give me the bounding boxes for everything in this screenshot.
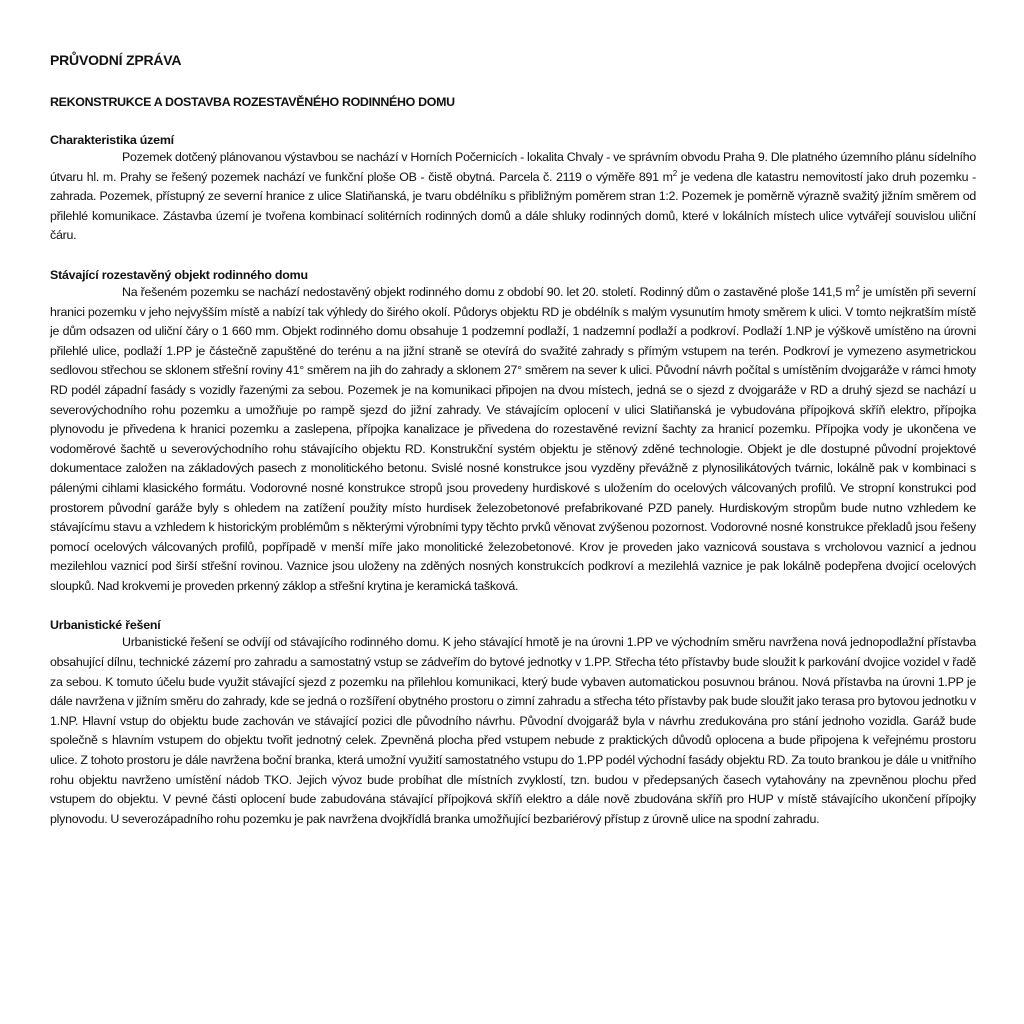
- section-site-characteristics: [50, 132, 976, 246]
- superscript: 2: [672, 168, 677, 178]
- paragraph-text: je vedena dle katastru nemovitostí jako druh pozemku - zahrada. Pozemek, přístupný ze severní hranice z ulice Slatiňanská, je tvaru obdélníku s přibližným poměrem stran 1:2. Pozemek je poměrně výrazně svažitý jižním směrem od přilehlé komunikace. Zástavba území je tvořena kombinací solitérních rodinných domů a dále shluky rodinných domů, které v lokálních místech ulice vytvářejí souvislou uliční čáru.: [50, 169, 976, 243]
- section-paragraph: [50, 633, 976, 829]
- section-existing-building: [50, 267, 976, 597]
- section-heading: Charakteristika území: [50, 133, 174, 147]
- paragraph-text: Pozemek dotčený plánovanou výstavbou se nachází v Horních Počernicích - lokalita Chvaly - ve správním obvodu Praha 9. Dle platného územního plánu sídelního útvaru hl. m. Prahy se řešený pozemek nachází ve funkční ploše OB - čistě obytná. Parcela č. 2119 o výměře 891 m: [50, 150, 976, 184]
- paragraph-text: Na řešeném pozemku se nachází nedostavěný objekt rodinného domu z období 90. let 20. století. Rodinný dům o zastavěné ploše 141,5 m: [122, 284, 856, 299]
- document-title: PRŮVODNÍ ZPRÁVA: [50, 52, 182, 68]
- paragraph-text: je umístěn při severní hranici pozemku v jeho nejvyšším místě a nabízí tak výhledy do širého okolí. Půdorys objektu RD je obdélník s malým vysunutím hmoty směrem k ulici. V tomto nejkratším místě je dům odsazen od uliční čáry o 1 660 mm. Objekt rodinného domu obsahuje 1 podzemní podlaží, 1 nadzemní podlaží a podkroví. Podlaží 1.NP je výškově umístěno na úrovni přilehlé ulice, podlaží 1.PP je částečně zapuštěné do terénu a na jižní straně se otevírá do svažité zahrady s přímým vstupem na terén. Podkroví je vymezeno asymetrickou sedlovou střechou se sklonem střešní roviny 41° směrem na jih do zahrady a sklonem 27° směrem na sever k ulici. Původní návrh počítal s umístěním dvojgaráže v rámci hmoty RD podél západní fasády s vozidly řazenými za sebou. Pozemek je na komunikaci připojen na dvou místech, jedná se o sjezd z dvojgaráže v RD a druhý sjezd se nachází u severovýchodního rohu pozemku a umožňuje po rampě sjezd do jižní zahrady. Ve stávajícím oplocení v ulici Slatiňanská je vybudována přípojková skříň elektro, přípojka plynovodu je přivedena k hranici pozemku a zaslepena, přípojka kanalizace je přivedena do rozestavěné revizní šachty za hranicí pozemku. Přípojka vody je ukončena ve vodoměrové šachtě u severovýchodního rohu stávajícího objektu RD. Konstrukční systém objektu je stěnový zděné technologie. Objekt je dle dostupné původní projektové dokumentace založen na základových pasech z monolitického betonu. Svislé nosné konstrukce jsou vyzděny převážně z plynosilikátových tvárnic, lokálně pak v kombinaci s pálenými cihlami klasického formátu. Vodorovné nosné konstrukce stropů jsou provedeny hurdiskové s uložením do ocelových válcovaných profilů. Ve stropní konstrukci pod prostorem původní garáže byly s ohledem na zatížení použity místo hurdisek železobetonové prefabrikované PZD panely. Hurdiskovým stropům bude nutno vzhledem ke stávajícímu stavu a vzhledem k historickým problémům s některými výrobními typy těchto prvků věnovat zvýšenou pozornost. Vodorovné nosné konstrukce překladů jsou řešeny pomocí ocelových válcovaných profilů, popřípadě v menší míře jako monolitické železobetonové. Krov je proveden jako vaznicová soustava s vrcholovou vaznicí a jednou mezilehlou vaznicí pod širší střešní rovinou. Vaznice jsou uloženy na zděných nosných konstrukcích podkroví a mezilehlá vaznice je pak lokálně podepřena dvojicí ocelových sloupků. Nad krokvemi je proveden prkenný záklop a střešní krytina je keramická tašková.: [50, 284, 976, 593]
- section-urban-solution: [50, 617, 976, 829]
- section-heading: Urbanistické řešení: [50, 618, 161, 633]
- document-subtitle: REKONSTRUKCE A DOSTAVBA ROZESTAVĚNÉHO RODINNÉHO DOMU: [50, 95, 455, 109]
- section-paragraph: [50, 283, 976, 597]
- section-heading: Stávající rozestavěný objekt rodinného domu: [50, 267, 308, 282]
- superscript: 2: [855, 283, 860, 293]
- section-paragraph: [50, 148, 976, 246]
- paragraph-text: Urbanistické řešení se odvíjí od stávajícího rodinného domu. K jeho stávající hmotě je na úrovni 1.PP ve východním směru navržena nová jednopodlažní přístavba obsahující dílnu, technické zázemí pro zahradu a samostatný vstup se zádveřím do bytové jednotky v 1.PP. Střecha této přístavby bude sloužit k parkování dvojice vozidel v řadě za sebou. K tomuto účelu bude využit stávající sjezd z pozemku na přilehlou komunikaci, který bude vybaven automatickou posuvnou bránou. Nová přístavba na úrovni 1.PP je dále navržena v jižním směru do zahrady, kde se jedná o rozšíření obytného prostoru o zimní zahradu a střecha této přístavby pak bude sloužit jako terasa pro bytovou jednotku v 1.NP. Hlavní vstup do objektu bude zachován ve stávající pozici dle původního návrhu. Původní dvojgaráž byla v návrhu zredukována pro stání jednoho vozidla. Garáž bude společně s hlavním vstupem do objektu tvořit jednotný celek. Zpevněná plocha před vstupem nebude z praktických důvodů oplocena a bude připojena k veřejnému prostoru ulice. Z tohoto prostoru je dále navržena boční branka, která umožní využití samostatného vstupu do 1.PP podél východní fasády objektu RD. Za touto brankou je dále u vnitřního rohu objektu navrženo umístění nádob TKO. Jejich vývoz bude probíhat dle místních zvyklostí, tzn. budou v předepsaných časech vytahovány na zpevněnou plochu před vstupem do objektu. V pevné části oplocení bude zabudována stávající přípojková skříň elektro a dále nově zbudována skříň pro HUP v místě stávajícího ukončení přípojky plynovodu. U severozápadního rohu pozemku je pak navržena dvojkřídlá branka umožňující bezbariérový přístup z úrovně ulice na spodní zahradu.: [50, 635, 976, 826]
